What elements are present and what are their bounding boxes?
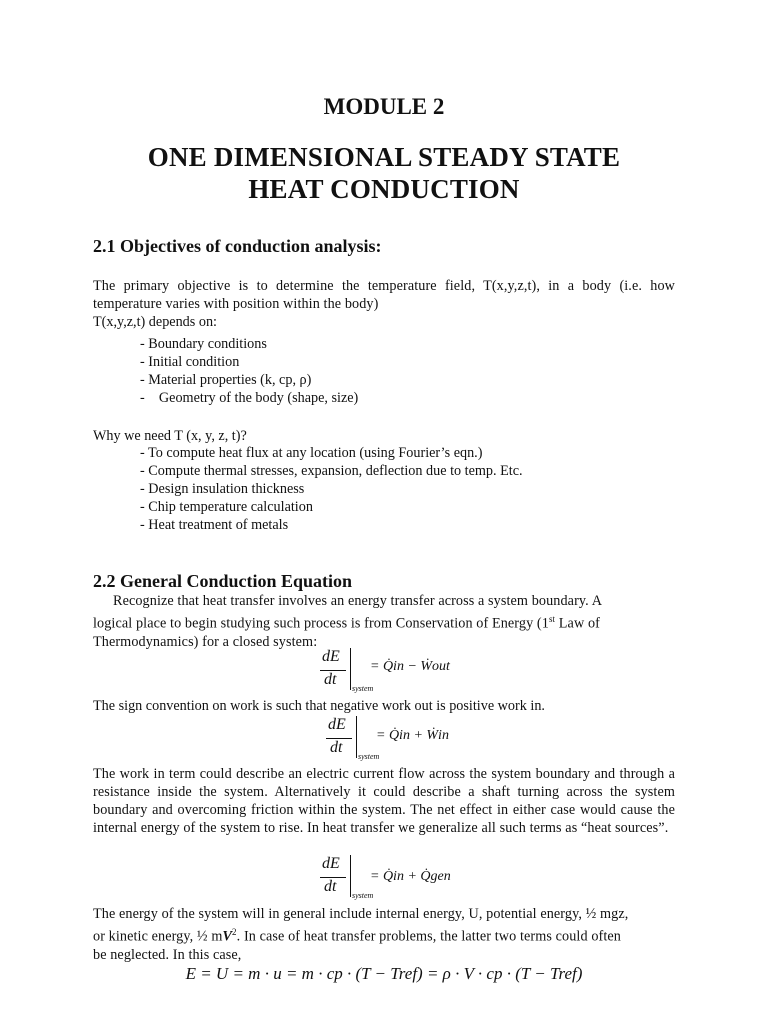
equation-subscript: system <box>352 891 374 900</box>
depends-line: T(x,y,z,t) depends on: <box>93 314 217 330</box>
equation-subscript: system <box>352 684 374 693</box>
intro-paragraph: The primary objective is to determine the temperature field, T(x,y,z,t), in a body (i.e. how temperature varies with position within the body) <box>93 278 675 312</box>
list-item: - Boundary conditions <box>140 336 267 352</box>
equation-2 <box>324 716 484 762</box>
velocity-symbol: V <box>222 928 233 945</box>
factor-list <box>140 335 358 407</box>
conservation-paragraph <box>93 592 675 651</box>
list-item: - Material properties (k, cp, ρ) <box>140 372 312 388</box>
title-line-1: ONE DIMENSIONAL STEADY STATE <box>147 142 621 172</box>
evaluation-bar <box>350 648 351 690</box>
list-item: - To compute heat flux at any location (using Fourier’s eqn.) <box>140 445 483 461</box>
paragraph-line: The energy of the system will in general include internal energy, U, potential energy, ½ mgz, <box>93 906 629 922</box>
equation-denominator: dt <box>330 739 343 756</box>
equation-numerator: dE <box>322 855 340 872</box>
paragraph-line: logical place to begin studying such process is from Conservation of Energy (1st Law of <box>93 614 600 632</box>
equation-rhs: = Q̇in − Ẇout <box>370 659 450 674</box>
paragraph-line: Recognize that heat transfer involves an energy transfer across a system boundary. A <box>113 593 603 609</box>
evaluation-bar <box>356 716 357 758</box>
paragraph-line: be neglected. In this case, <box>93 946 242 963</box>
equation-denominator: dt <box>324 878 337 895</box>
paragraph-line: or kinetic energy, ½ $mV^2$. In case of heat transfer problems, the latter two terms could often <box>93 927 621 945</box>
superscript: 2 <box>232 927 237 937</box>
equation-1 <box>318 648 478 694</box>
module-heading: MODULE 2 <box>323 94 445 119</box>
paragraph-line: Thermodynamics) for a closed system: <box>93 633 318 650</box>
list-item: - Initial condition <box>140 354 240 370</box>
equation-3 <box>318 855 488 901</box>
equation-4: E = U = m · u = m · cp · (T − Tref) = ρ · V · cp · (T − Tref) <box>185 964 583 983</box>
equation-numerator: dE <box>328 716 346 733</box>
equation-numerator: dE <box>322 648 340 665</box>
evaluation-bar <box>350 855 351 897</box>
list-item: - Geometry of the body (shape, size) <box>140 390 359 406</box>
list-item: - Heat treatment of metals <box>140 517 289 533</box>
list-item: - Design insulation thickness <box>140 481 305 497</box>
reason-list <box>140 444 523 534</box>
work-paragraph: The work in term could describe an electric current flow across the system boundary and through a resistance inside the system. Alternatively it could describe a shaft turning across the system boundary and overcoming friction within the system. The net effect in either case would cause the internal energy of the system to rise. In heat transfer we generalize all such terms as “heat sources”. <box>93 766 675 836</box>
sign-convention: The sign convention on work is such that negative work out is positive work in. <box>93 698 545 714</box>
section-2-2-heading: 2.2 General Conduction Equation <box>93 571 353 591</box>
equation-denominator: dt <box>324 671 337 688</box>
why-question: Why we need T (x, y, z, t)? <box>93 428 247 444</box>
title-line-2: HEAT CONDUCTION <box>248 174 520 204</box>
list-item: - Chip temperature calculation <box>140 499 313 515</box>
equation-rhs: = Q̇in + Q̇gen <box>370 869 451 884</box>
equation-subscript: system <box>358 752 380 761</box>
section-2-1-heading: 2.1 Objectives of conduction analysis: <box>93 236 382 256</box>
equation-rhs: = Q̇in + Ẇin <box>376 728 449 743</box>
superscript: st <box>548 614 556 624</box>
energy-paragraph <box>93 905 675 964</box>
list-item: - Compute thermal stresses, expansion, deflection due to temp. Etc. <box>140 463 523 479</box>
